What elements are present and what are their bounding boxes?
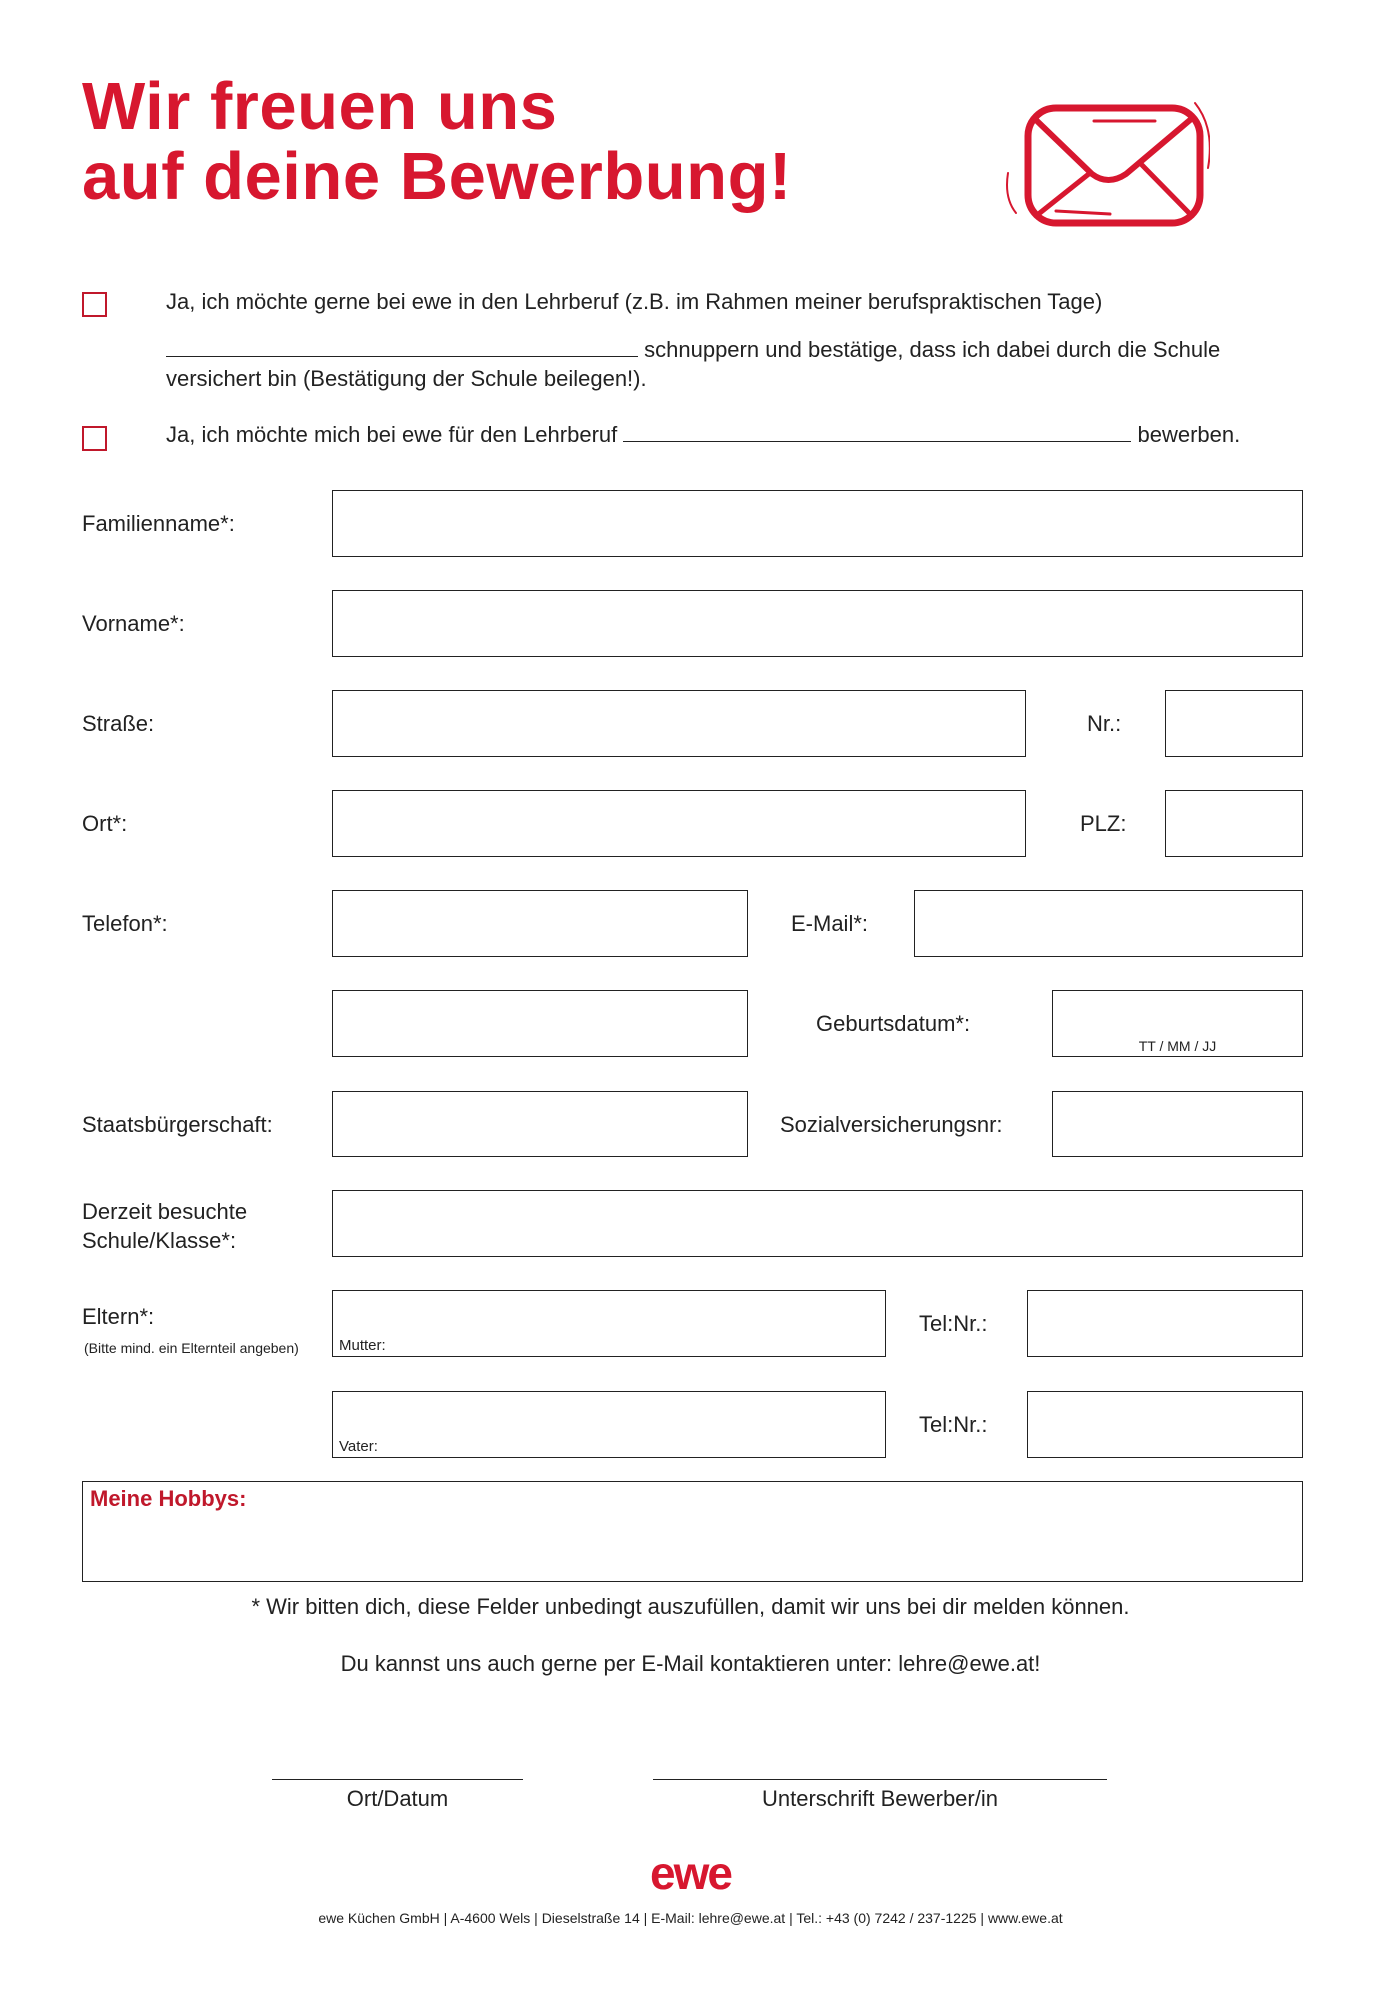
vater-label: Vater:	[339, 1438, 378, 1455]
schule-label	[82, 1197, 247, 1255]
hobbys-input[interactable]	[82, 1481, 1303, 1582]
vorname-label: Vorname*:	[82, 611, 185, 636]
geburtsdatum-label: Geburtsdatum*:	[816, 1011, 971, 1036]
lehrberuf-schnuppern-blank[interactable]	[166, 338, 638, 357]
schule-label-2: Schule/Klasse*:	[82, 1228, 237, 1253]
required-note: * Wir bitten dich, diese Felder unbedingt auszufüllen, damit wir uns bei dir melden können.	[251, 1594, 1130, 1619]
geburtsdatum-input[interactable]	[1052, 990, 1303, 1057]
schnuppern-text-3: versichert bin (Bestätigung der Schule beilegen!).	[166, 366, 647, 391]
plz-input[interactable]	[1165, 790, 1303, 857]
schnuppern-text-2-label: schnuppern und bestätige, dass ich dabei durch die Schule	[644, 337, 1221, 362]
schule-label-1: Derzeit besuchte	[82, 1199, 248, 1224]
title-line-2: auf deine Bewerbung!	[82, 139, 792, 214]
email-input[interactable]	[914, 890, 1303, 957]
bewerben-checkbox[interactable]	[82, 426, 107, 451]
envelope-icon	[1000, 98, 1210, 233]
page-title	[82, 69, 792, 214]
title-line-1: Wir freuen uns	[82, 69, 558, 144]
ewe-logo: ewe	[650, 1847, 731, 1899]
ort-datum-line[interactable]	[272, 1779, 523, 1780]
vorname-input[interactable]	[332, 590, 1303, 657]
bewerben-text-after: bewerben.	[1137, 422, 1241, 447]
sozialversicherung-label: Sozialversicherungsnr:	[780, 1112, 1003, 1137]
nr-label: Nr.:	[1087, 711, 1122, 736]
eltern-note: (Bitte mind. ein Elternteil angeben)	[84, 1340, 299, 1356]
hobbys-label: Meine Hobbys:	[90, 1486, 247, 1511]
plz-label: PLZ:	[1080, 811, 1127, 836]
familienname-input[interactable]	[332, 490, 1303, 557]
nr-input[interactable]	[1165, 690, 1303, 757]
unterschrift-line[interactable]	[653, 1779, 1107, 1780]
eltern-label: Eltern*:	[82, 1304, 155, 1329]
telefon-label: Telefon*:	[82, 911, 168, 936]
sozialversicherung-input[interactable]	[1052, 1091, 1303, 1157]
staatsbuergerschaft-label: Staatsbürgerschaft:	[82, 1112, 273, 1137]
bewerben-text-before: Ja, ich möchte mich bei ewe für den Lehrberuf	[166, 422, 618, 447]
familienname-label: Familienname*:	[82, 511, 235, 536]
strasse-label: Straße:	[82, 711, 155, 736]
telefon-input[interactable]	[332, 890, 748, 957]
staatsbuergerschaft-input[interactable]	[332, 1091, 748, 1157]
contact-note: Du kannst uns auch gerne per E-Mail kontaktieren unter: lehre@ewe.at!	[340, 1651, 1041, 1676]
schnuppern-text-2	[166, 337, 1220, 363]
telefon-2-input[interactable]	[332, 990, 748, 1057]
mutter-label: Mutter:	[339, 1337, 386, 1354]
mutter-telnr-input[interactable]	[1027, 1290, 1303, 1357]
schule-input[interactable]	[332, 1190, 1303, 1257]
schnuppern-checkbox[interactable]	[82, 292, 107, 317]
ort-datum-label: Ort/Datum	[346, 1786, 449, 1811]
vater-telnr-label: Tel:Nr.:	[919, 1412, 988, 1437]
mutter-input[interactable]	[332, 1290, 886, 1357]
mutter-telnr-label: Tel:Nr.:	[919, 1311, 988, 1336]
email-label: E-Mail*:	[791, 911, 869, 936]
vater-input[interactable]	[332, 1391, 886, 1458]
schnuppern-text-1: Ja, ich möchte gerne bei ewe in den Lehrberuf (z.B. im Rahmen meiner berufspraktischen Tage)	[166, 289, 1103, 314]
ort-input[interactable]	[332, 790, 1026, 857]
ort-label: Ort*:	[82, 811, 128, 836]
bewerben-text	[166, 422, 1240, 448]
lehrberuf-bewerben-blank[interactable]	[623, 423, 1131, 442]
strasse-input[interactable]	[332, 690, 1026, 757]
geburtsdatum-hint: TT / MM / JJ	[1138, 1038, 1217, 1054]
unterschrift-label: Unterschrift Bewerber/in	[762, 1786, 998, 1811]
footer-address: ewe Küchen GmbH | A-4600 Wels | Dieselstraße 14 | E-Mail: lehre@ewe.at | Tel.: +43 (0) 7242 / 237-1225 | www.ewe.at	[318, 1910, 1063, 1926]
vater-telnr-input[interactable]	[1027, 1391, 1303, 1458]
